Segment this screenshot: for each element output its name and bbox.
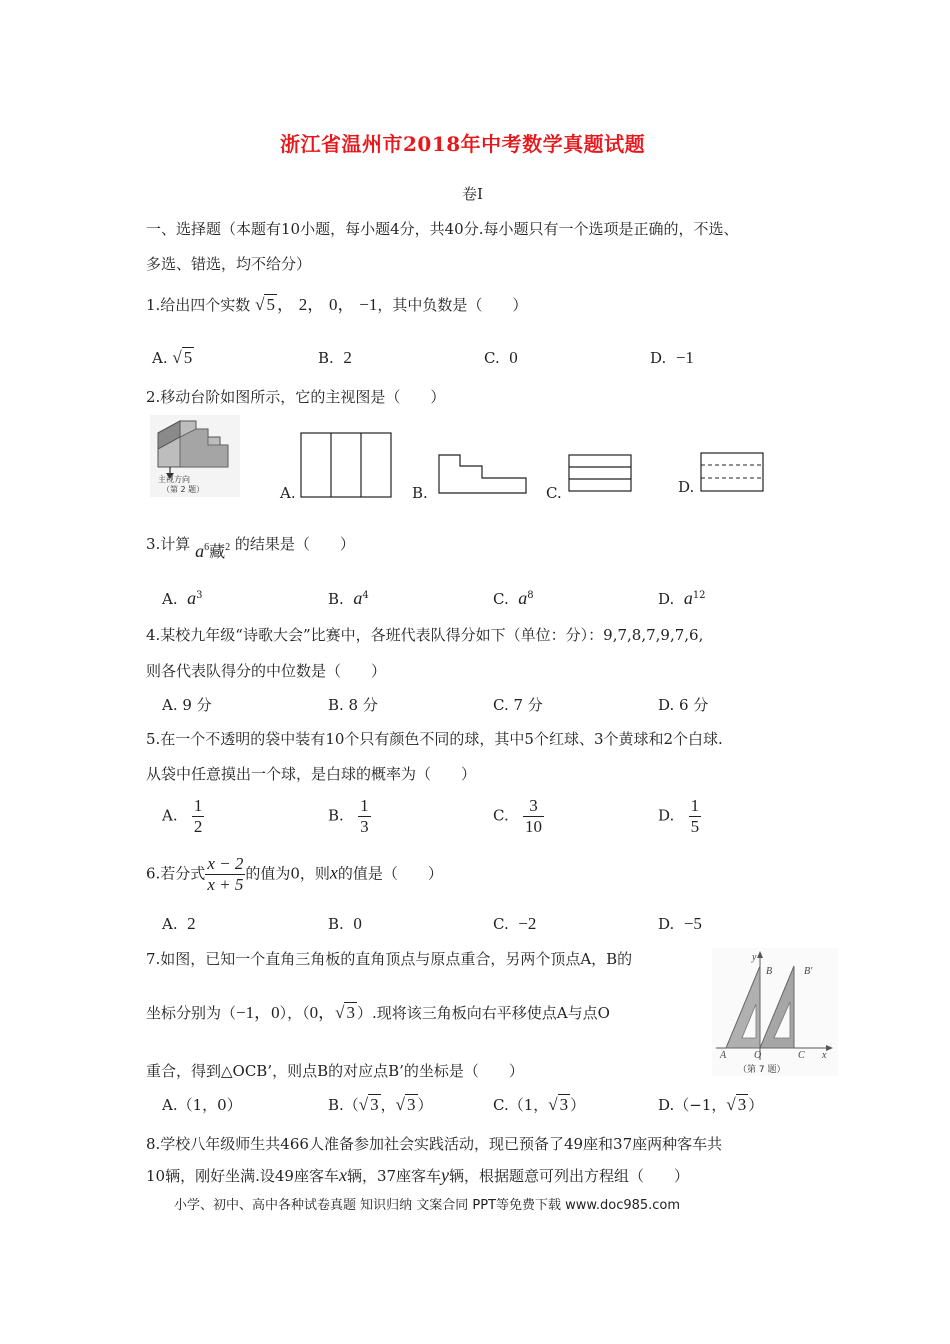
q7-line1: 7.如图，已知一个直角三角板的直角顶点与原点重合，另两个顶点A，B的 xyxy=(146,950,633,968)
instructions-line1: 一、选择题（本题有10小题，每小题4分，共40分.每小题只有一个选项是正确的，不选、 xyxy=(146,220,739,238)
q7-axis-x-label: x xyxy=(822,1050,827,1061)
q2-option-c-label[interactable]: C. xyxy=(546,484,562,502)
q7-line2: 坐标分别为（−1，0），（0，√ 3 ）.现将该三角板向右平移使点A与点O xyxy=(146,1003,610,1022)
section-label: 卷Ⅰ xyxy=(462,185,483,203)
q4-option-d[interactable]: D. 6 分 xyxy=(658,696,709,714)
q3-option-d[interactable]: D. $a^{12}$ xyxy=(658,588,706,608)
page-footer: 小学、初中、高中各种试卷真题 知识归纳 文案合同 PPT等免费下载 www.doc985.com xyxy=(174,1198,681,1213)
q6-option-a[interactable]: A. 2 xyxy=(162,914,196,933)
q6-option-b[interactable]: B. 0 xyxy=(328,914,362,933)
q1-stem-prefix: 1.给出四个实数 xyxy=(146,296,251,314)
q5-option-d[interactable]: D. $\frac{1}{5}$ xyxy=(658,796,700,836)
q4-option-c[interactable]: C. 7 分 xyxy=(493,696,543,714)
q6-option-d[interactable]: D. −5 xyxy=(658,914,702,933)
q7-option-b[interactable]: B.（√ 3 ，√ 3 ） xyxy=(328,1095,433,1114)
q1-value-2: 2 xyxy=(298,295,308,314)
q3-option-a[interactable]: A. $a^3$ xyxy=(162,588,203,608)
q4-option-b[interactable]: B. 8 分 xyxy=(328,696,378,714)
q7-line3: 重合，得到△OCB’，则点B的对应点B’的坐标是（ ） xyxy=(146,1062,524,1080)
q2-figure-caption2: （第 2 题） xyxy=(162,485,205,494)
q1-option-a[interactable]: A. √ 5 xyxy=(152,348,193,367)
q8-line2: 10辆，刚好坐满.设49座客车x辆，37座客车y辆，根据题意可列出方程组（ ） xyxy=(146,1165,690,1185)
q7-axis-y-label: y xyxy=(752,952,757,963)
q7-point-a-label: A xyxy=(720,1050,727,1061)
q2-option-b-figure[interactable] xyxy=(438,454,528,494)
q8-line1: 8.学校八年级师生共466人准备参加社会实践活动，现已预备了49座和37座两种客车共 xyxy=(146,1135,723,1153)
q7-point-o-label: O xyxy=(754,1050,762,1061)
q7-point-b2-label: B' xyxy=(804,966,813,977)
q1-option-b[interactable]: B. 2 xyxy=(318,348,352,367)
q4-line2: 则各代表队得分的中位数是（ ） xyxy=(146,662,387,680)
q3-expr: $a^6$藏$^2$ xyxy=(195,541,231,561)
q1-value-sqrt5: √ 5 xyxy=(255,295,275,314)
q6-option-c[interactable]: C. −2 xyxy=(493,914,537,933)
q2-option-c-figure[interactable] xyxy=(568,454,632,492)
q3-stem: 3.计算 $a^6$藏$^2$ 的结果是（ ） xyxy=(146,535,355,561)
q4-option-a[interactable]: A. 9 分 xyxy=(162,696,212,714)
q2-option-d-figure[interactable] xyxy=(700,452,764,492)
q3-option-c[interactable]: C. $a^8$ xyxy=(493,588,534,608)
q7-option-d[interactable]: D.（−1，√ 3 ） xyxy=(658,1095,764,1114)
q7-coordinate-figure xyxy=(712,948,838,1076)
page-title: 浙江省温州市2018年中考数学真题试题 xyxy=(280,132,646,156)
q2-stem: 2.移动台阶如图所示，它的主视图是（ ） xyxy=(146,388,446,406)
q3-option-b[interactable]: B. $a^4$ xyxy=(328,588,369,608)
q5-line2: 从袋中任意摸出一个球，是白球的概率为（ ） xyxy=(146,765,477,783)
q2-option-a-label[interactable]: A. xyxy=(280,484,296,502)
q1-option-c[interactable]: C. 0 xyxy=(484,348,518,367)
q7-point-b-label: B xyxy=(766,966,773,977)
q2-figure-caption1: 主视方向 xyxy=(158,475,190,484)
q1-value-0: 0 xyxy=(329,295,338,314)
q4-line1: 4.某校九年级“诗歌大会”比赛中，各班代表队得分如下（单位：分）：9,7,8,7,9,7,6, xyxy=(146,626,704,644)
q2-option-d-label[interactable]: D. xyxy=(678,478,695,496)
q5-option-b[interactable]: B. $\frac{1}{3}$ xyxy=(328,796,369,836)
q7-option-c[interactable]: C.（1，√ 3 ） xyxy=(493,1095,586,1114)
instructions-line2: 多选、错选，均不给分） xyxy=(146,255,312,273)
q6-stem: 6.若分式 $\frac{x - 2}{x + 5}$ 的值为0，则x的值是（ ） xyxy=(146,854,443,894)
q1-stem: 1.给出四个实数 √ 5 ， 2， 0， −1，其中负数是（ ） xyxy=(146,295,528,314)
q2-option-a-figure[interactable] xyxy=(300,432,392,498)
q7-figure-caption: （第 7 题） xyxy=(738,1065,786,1075)
q1-stem-suffix: ，其中负数是（ ） xyxy=(377,296,528,314)
q7-option-a[interactable]: A.（1，0） xyxy=(162,1096,242,1114)
q1-value-neg1: −1 xyxy=(359,295,378,314)
q5-line1: 5.在一个不透明的袋中装有10个只有颜色不同的球，其中5个红球、3个黄球和2个白球. xyxy=(146,730,723,748)
q7-point-c-label: C xyxy=(798,1050,805,1061)
q5-option-a[interactable]: A. $\frac{1}{2}$ xyxy=(162,796,203,836)
q1-option-d[interactable]: D. −1 xyxy=(650,348,694,367)
q5-option-c[interactable]: C. $\frac{3}{10}$ xyxy=(493,796,543,836)
q2-option-b-label[interactable]: B. xyxy=(412,484,428,502)
